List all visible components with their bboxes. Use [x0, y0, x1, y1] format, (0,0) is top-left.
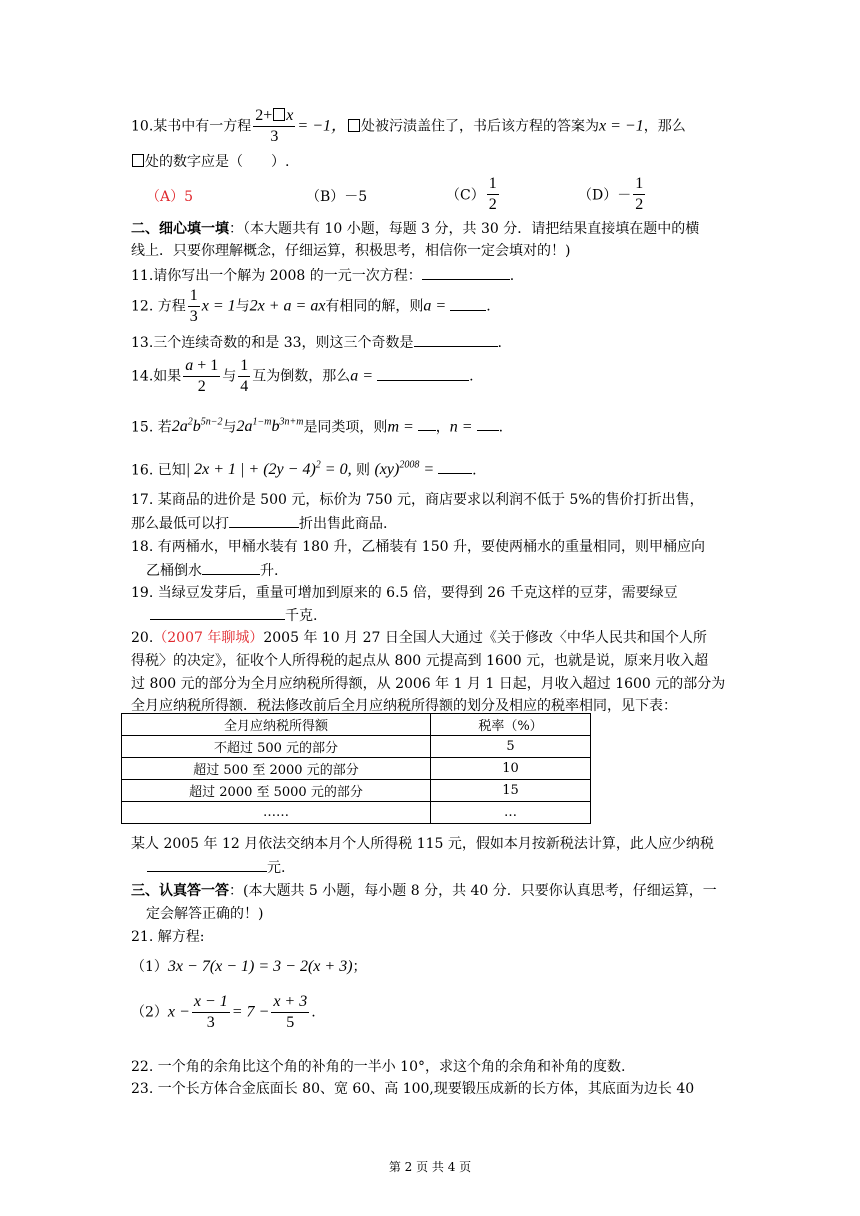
section3-line2: 定会解答正确的！): [146, 906, 264, 922]
q22: 22. 一个角的余角比这个角的补角的一半小 10°，求这个角的余角和补角的度数.: [131, 1059, 626, 1075]
q21-part1: （1）3x − 7(x − 1) = 3 − 2(x + 3)；: [131, 958, 367, 975]
section3-heading: 三、认真答一答：(本大题共 5 小题，每小题 8 分，共 40 分．只要你认真思考，仔细运算，一: [131, 883, 717, 899]
answer-blank[interactable]: [150, 605, 285, 620]
answer-blank[interactable]: [422, 265, 510, 280]
answer-blank[interactable]: [414, 332, 498, 347]
q17-line1: 17. 某商品的进价是 500 元，标价为 750 元，商店要求以利润不低于 5%的售价打折出售，: [131, 492, 704, 508]
answer-blank[interactable]: [147, 857, 267, 872]
table-row: 超过 500 至 2000 元的部分 10: [122, 758, 591, 780]
q10-text: 10.某书中有一方程: [131, 118, 252, 135]
q23: 23. 一个长方体合金底面长 80、宽 60、高 100,现要锻压成新的长方体，其底面为边长 40: [131, 1081, 695, 1097]
section2-line2: 线上．只要你理解概念，仔细运算，积极思考，相信你一定会填对的！): [131, 243, 571, 259]
page-footer: 第 2 页 共 4 页: [388, 1160, 472, 1174]
table-row: …… …: [122, 802, 591, 824]
q10-eq: = −1，: [297, 117, 348, 135]
table-header-row: 全月应纳税所得额 税率（%）: [122, 714, 591, 736]
q20-after-line2: 元.: [131, 857, 285, 878]
answer-blank[interactable]: [450, 296, 486, 311]
section2-heading: 二、细心填一填：（本大题共有 10 小题，每题 3 分，共 30 分．请把结果直接填在题中的横: [131, 221, 700, 237]
stain-box: [348, 119, 360, 132]
q10-answer: x = −1: [599, 117, 644, 135]
q20-after-line1: 某人 2005 年 12 月依法交纳本月个人所得税 115 元，假如本月按新税法计算，此人应少纳税: [131, 836, 714, 852]
answer-blank[interactable]: [438, 459, 472, 474]
q18-line1: 18. 有两桶水，甲桶水装有 180 升，乙桶装有 150 升，要使两桶水的重量相同，则甲桶应向: [131, 539, 705, 555]
q11: 11.请你写出一个解为 2008 的一元一次方程： .: [131, 265, 514, 286]
q15: 15. 若$2a^2b^{5n-2}$与$2a^{1-m}b^{3n+m}$是同类项，则m = ，n = .: [131, 417, 504, 436]
q10-line2: 处的数字应是（ ）.: [131, 152, 289, 172]
table-row: 不超过 500 元的部分 5: [122, 736, 591, 758]
stain-box: [273, 108, 285, 121]
q13: 13.三个连续奇数的和是 33，则这三个奇数是 .: [131, 332, 502, 353]
answer-blank[interactable]: [418, 416, 436, 431]
q17-line2: 那么最低可以打 折出售此商品.: [131, 513, 387, 534]
q19-line2: 千克.: [150, 605, 317, 626]
q20-source: （2007 年聊城）: [153, 630, 264, 646]
q12: 12. 方程 $\frac{1}{3}$ x = 1与2x + a = ax有相同的解，则a = .: [131, 287, 491, 325]
q10-fraction: $\frac{2+ x}{3}$: [255, 107, 294, 145]
answer-blank[interactable]: [202, 560, 260, 575]
q21-title: 21. 解方程:: [131, 929, 205, 945]
tax-rate-table: [121, 713, 591, 824]
answer-blank[interactable]: [477, 416, 499, 431]
q14: 14.如果 $\frac{a + 1}{2}$ 与 $\frac{1}{4}$ 互为倒数，那么a = .: [131, 357, 474, 395]
q10-option-a: （A）5: [146, 189, 194, 205]
q10-option-c: （C） $\frac{1}{2}$: [446, 175, 497, 213]
answer-blank[interactable]: [229, 513, 299, 528]
q20-line3: 过 800 元的部分为全月应纳税所得额，从 2006 年 1 月 1 日起，月收入超过 1600 元的部分为: [131, 676, 726, 692]
stain-box: [132, 154, 144, 167]
q10-option-d: （D）－ $\frac{1}{2}$: [578, 175, 644, 213]
q10-option-b: （B）－5: [306, 189, 368, 205]
q16: 16. 已知| 2x + 1 | + $(2y - 4)^2 = 0$, 则 (xy)$^{2008}$ = .: [131, 460, 477, 479]
table-row: 超过 2000 至 5000 元的部分 15: [122, 780, 591, 802]
q21-part2: （2）x − $\frac{x - 1}{3}$ = 7 − $\frac{x + 3}{5}$ .: [131, 993, 316, 1031]
q20-line1: 20.（2007 年聊城）2005 年 10 月 27 日全国人大通过《关于修改〈中华人民共和国个人所: [131, 630, 707, 646]
q10-line1: 10.某书中有一方程 $\frac{2+ x}{3}$ = −1， 处被污渍盖住了，书后该方程的答案为x = −1，那么: [131, 107, 686, 145]
answer-blank[interactable]: [377, 366, 469, 381]
q20-line2: 得税〉的决定》，征收个人所得税的起点从 800 元提高到 1600 元，也就是说，原来月收入超: [131, 653, 709, 669]
q20-line4: 全月应纳税所得额．税法修改前后全月应纳税所得额的划分及相应的税率相同，见下表：: [131, 698, 677, 714]
q19-line1: 19. 当绿豆发芽后，重量可增加到原来的 6.5 倍，要得到 26 千克这样的豆芽，需要绿豆: [131, 585, 678, 601]
q18-line2: 乙桶倒水 升.: [146, 560, 278, 581]
